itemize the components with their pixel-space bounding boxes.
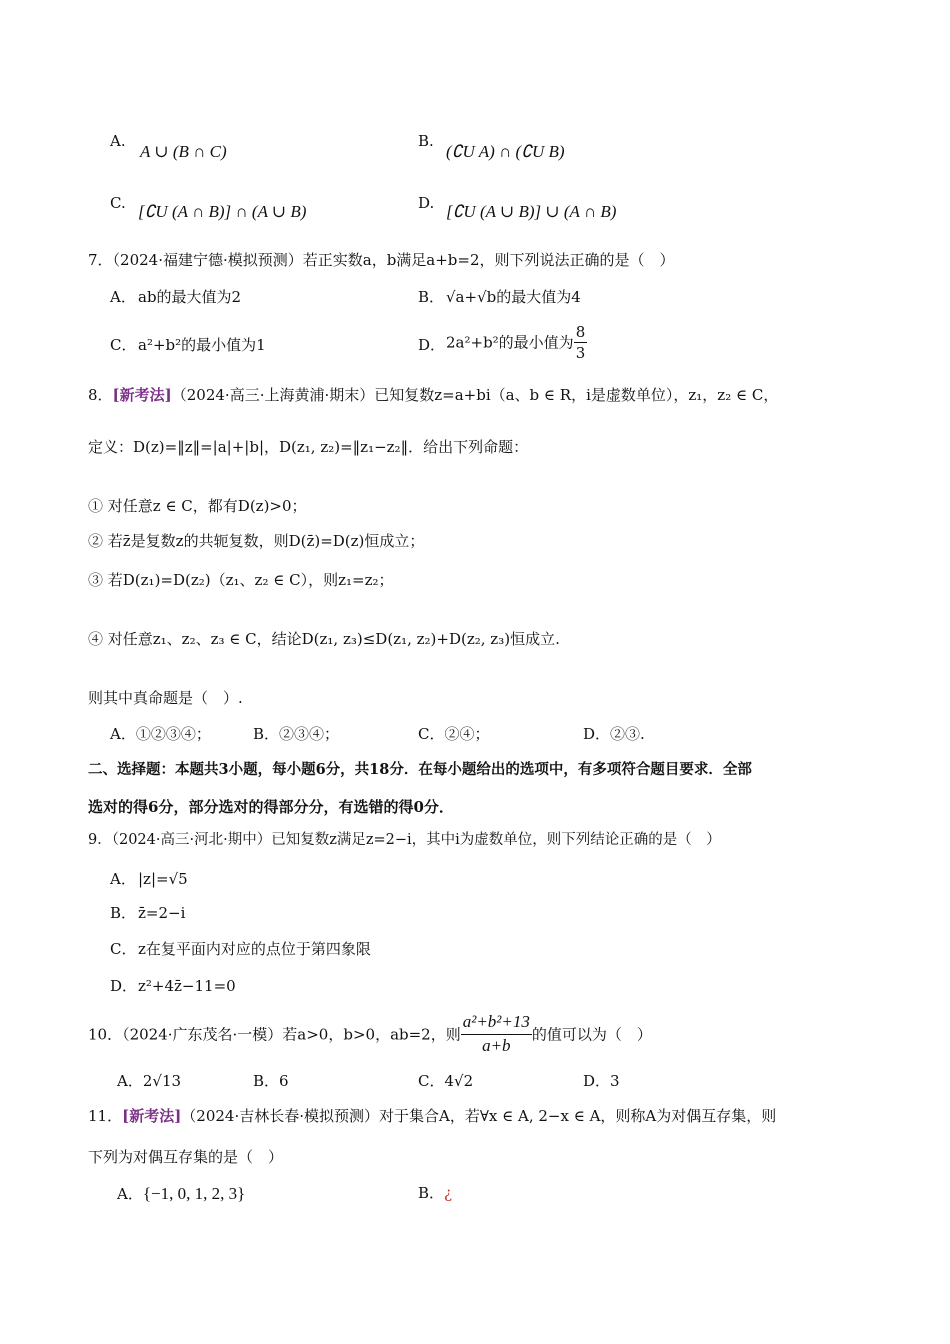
q11-stem: （2024·吉林长春·模拟预测）对于集合A，若∀x ∈ A, 2−x ∈ A，则称A为对偶互存集，则 xyxy=(181,1107,777,1125)
section2-line2: 选对的得6分，部分选对的得部分分，有选错的得0分． xyxy=(88,798,454,816)
q8-new-method-tag: [新考法] xyxy=(112,386,172,404)
q8-option-d-text: ②③. xyxy=(610,725,645,743)
q10-stem-line xyxy=(88,1011,652,1058)
q7-option-a-expr: ab的最大值为2 xyxy=(138,288,242,306)
q9-option-a-label: A． xyxy=(110,870,136,888)
q7-option-d-expr: 2a²+b²的最小值为 xyxy=(446,333,574,352)
q9-stem: 9．（2024·高三·河北·期中）已知复数z满足z=2−i，其中i为虚数单位，则下列结论正确的是（ ） xyxy=(88,832,721,848)
q8-option-c-label: C． xyxy=(418,725,445,743)
q7-option-d-fraction-den: 3 xyxy=(575,344,586,363)
q8-question: 则其中真命题是（ ）. xyxy=(88,689,243,707)
q8-option-a-label: A． xyxy=(110,725,136,743)
q10-option-a-expr: 2√13 xyxy=(142,1072,182,1090)
q8-definition: 定义：D(z)=‖z‖=|a|+|b|，D(z₁, z₂)=‖z₁−z₂‖．给出下列命题： xyxy=(88,438,529,456)
q6-option-b-label: B. xyxy=(418,132,434,150)
q10-option-c xyxy=(418,1071,473,1091)
q7-option-b-label: B． xyxy=(418,288,445,306)
q9-option-a-expr: |z|=√5 xyxy=(138,870,188,888)
q8-item-2: ② 若z̄是复数z的共轭复数，则D(z̄)=D(z)恒成立； xyxy=(88,532,425,550)
q7-stem: 7．（2024·福建宁德·模拟预测）若正实数a，b满足a+b=2，则下列说法正确的是（ ） xyxy=(88,251,675,269)
q6-option-c-expr: [∁U (A ∩ B)] ∩ (A ∪ B) xyxy=(138,202,307,221)
q10-option-b-label: B． xyxy=(253,1072,280,1090)
q11-number: 11． xyxy=(88,1107,123,1125)
q9-option-d-label: D． xyxy=(110,977,138,995)
q6-option-d-expr: [∁U (A ∪ B)] ∪ (A ∩ B) xyxy=(446,202,617,221)
q8-option-b xyxy=(253,724,339,744)
q7-option-d-fraction xyxy=(574,322,588,364)
q10-option-d xyxy=(583,1071,620,1091)
q11-option-a-label: A． xyxy=(117,1185,143,1203)
q9-option-b-label: B． xyxy=(110,904,137,922)
q6-option-c-label: C. xyxy=(110,194,126,212)
q8-option-a xyxy=(110,724,211,744)
q10-option-c-label: C． xyxy=(418,1072,445,1090)
q11-stem-2: 下列为对偶互存集的是（ ） xyxy=(88,1148,284,1166)
q8-option-c xyxy=(418,724,490,744)
q6-option-d-label: D. xyxy=(418,194,435,212)
section2-line1: 二、选择题：本题共3小题，每小题6分，共18分．在每小题给出的选项中，有多项符合题目要求．全部 xyxy=(88,761,752,778)
q11-option-b-label: B． xyxy=(418,1184,445,1202)
q10-option-b xyxy=(253,1071,289,1091)
q8-item-3: ③ 若D(z₁)=D(z₂)（z₁、z₂ ∈ C），则z₁=z₂； xyxy=(88,571,394,589)
q11-option-b-expr: ¿ xyxy=(444,1184,453,1202)
q10-option-c-expr: 4√2 xyxy=(444,1072,474,1090)
q9-option-c-label: C． xyxy=(110,940,137,958)
q10-option-a-label: A． xyxy=(117,1072,143,1090)
q9-option-c-expr: z在复平面内对应的点位于第四象限 xyxy=(138,940,371,958)
q9-option-b-expr: z̄=2−i xyxy=(138,904,186,922)
q8-option-d xyxy=(583,724,645,744)
q11-option-a-expr: {−1, 0, 1, 2, 3} xyxy=(142,1184,246,1203)
q10-fraction-den: a+b xyxy=(482,1035,511,1055)
q10-fraction-num: a²+b²+13 xyxy=(461,1011,532,1035)
q7-option-d-fraction-num: 8 xyxy=(574,322,588,343)
q9-option-d-expr: z²+4z̄−11=0 xyxy=(138,977,236,995)
q10-option-a xyxy=(117,1071,181,1091)
q8-stem: （2024·高三·上海黄浦·期末）已知复数z=a+bi（a、b ∈ R，i是虚数单位），z₁，z₂ ∈ C， xyxy=(171,386,779,404)
q6-option-a-label: A. xyxy=(110,132,126,150)
q10-option-d-label: D． xyxy=(583,1072,611,1090)
q7-option-c-label: C． xyxy=(110,336,137,354)
q10-option-b-expr: 6 xyxy=(279,1072,289,1090)
q11-new-method-tag: [新考法] xyxy=(122,1107,182,1125)
q7-option-c-expr: a²+b²的最小值为1 xyxy=(138,336,266,354)
q11-stem-line xyxy=(88,1106,776,1126)
q6-option-a-expr: A ∪ (B ∩ C) xyxy=(140,142,227,161)
q8-option-a-text: ①②③④； xyxy=(135,725,211,743)
q6-option-b-expr: (∁U A) ∩ (∁U B) xyxy=(446,142,565,161)
q10-stem-b: 的值可以为（ ） xyxy=(531,1025,652,1044)
q10-option-d-expr: 3 xyxy=(610,1072,620,1090)
q11-option-b xyxy=(418,1183,452,1203)
q8-item-4: ④ 对任意z₁、z₂、z₃ ∈ C，结论D(z₁, z₃)≤D(z₁, z₂)+D(z₂, z₃)恒成立. xyxy=(88,630,560,648)
q7-option-d-label: D． xyxy=(418,336,446,354)
q8-stem-line xyxy=(88,385,778,405)
q11-option-a xyxy=(117,1183,245,1206)
q7-option-d xyxy=(446,322,587,364)
q8-option-c-text: ②④； xyxy=(444,725,490,743)
q8-option-d-label: D． xyxy=(583,725,611,743)
q10-fraction xyxy=(461,1011,532,1058)
q8-item-1: ① 对任意z ∈ C，都有D(z)>0； xyxy=(88,497,307,515)
q10-stem-a: 10．（2024·广东茂名·一模）若a>0，b>0，ab=2，则 xyxy=(88,1025,461,1044)
q8-option-b-label: B． xyxy=(253,725,280,743)
q7-option-a-label: A． xyxy=(110,288,136,306)
q7-option-b-expr: √a+√b的最大值为4 xyxy=(446,288,581,306)
q8-option-b-text: ②③④； xyxy=(279,725,340,743)
q8-number: 8． xyxy=(88,386,113,404)
